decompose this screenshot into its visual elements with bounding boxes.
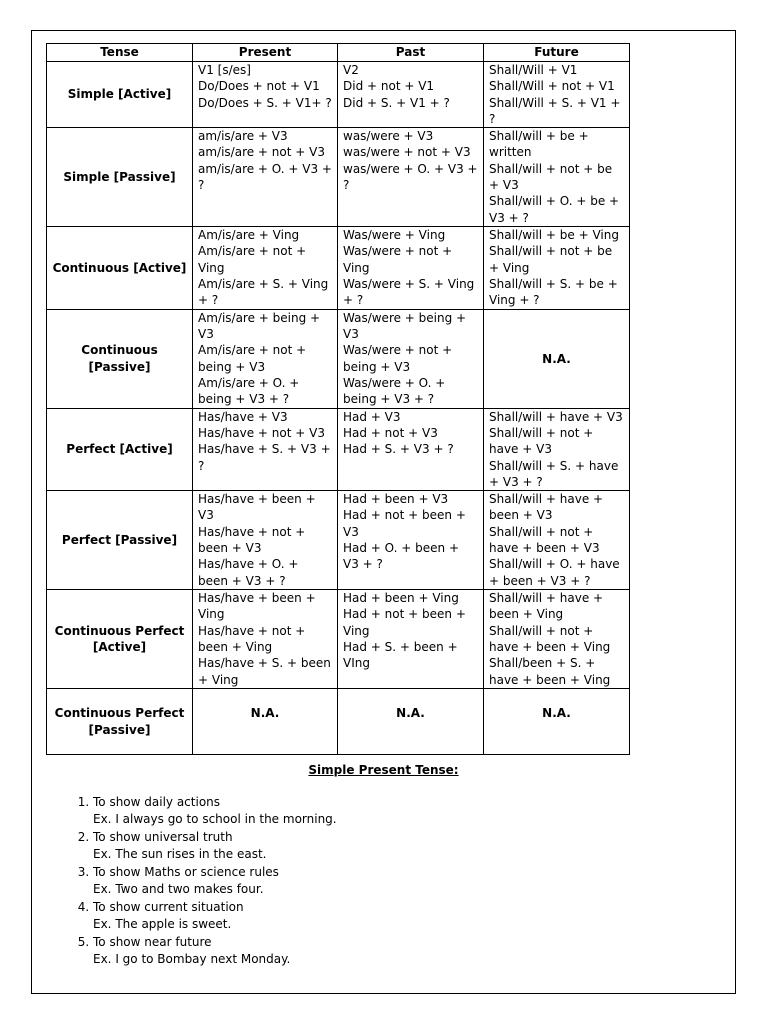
table-row xyxy=(47,689,630,755)
formula: Shall/will + have + been + V3 xyxy=(489,492,604,523)
list-item xyxy=(93,829,721,864)
tense-name: Continuous [Passive] xyxy=(47,309,193,408)
future-na-cell: N.A. xyxy=(484,309,630,408)
use-text: To show universal truth xyxy=(93,829,233,844)
formula: Has/have + not + been + V3 xyxy=(198,524,306,556)
past-cell xyxy=(338,227,484,309)
formula: Do/Does + not + V1 xyxy=(198,79,320,94)
formula: Shall/will + be + Ving xyxy=(489,228,619,243)
present-cell xyxy=(193,128,338,227)
present-cell xyxy=(193,62,338,128)
present-cell xyxy=(193,227,338,309)
formula: am/is/are + O. + V3 + ? xyxy=(198,161,332,193)
formula: Was/were + O. + being + V3 + ? xyxy=(343,375,446,407)
table-row xyxy=(47,227,630,309)
formula: Am/is/are + S. + Ving + ? xyxy=(198,277,329,308)
formula: was/were + V3 xyxy=(343,129,434,144)
future-cell xyxy=(484,128,630,227)
formula: Am/is/are + Ving xyxy=(198,228,300,243)
table-row xyxy=(47,309,630,408)
formula: Has/have + O. + been + V3 + ? xyxy=(198,557,299,588)
header-tense: Tense xyxy=(47,44,193,62)
formula: Shall/Will + not + V1 xyxy=(489,79,615,94)
formula: Shall/will + not + be + Ving xyxy=(489,244,613,275)
formula: was/were + not + V3 xyxy=(343,145,471,160)
formula: Shall/will + S. + have + V3 + ? xyxy=(489,458,619,489)
header-past: Past xyxy=(338,44,484,62)
formula: Was/were + not + being + V3 xyxy=(343,343,453,374)
formula: Had + O. + been + V3 + ? xyxy=(343,541,459,572)
formula: Had + not + V3 xyxy=(343,425,438,440)
formula: Had + V3 xyxy=(343,409,401,424)
formula: Was/were + being + V3 xyxy=(343,310,467,341)
tense-name: Continuous [Active] xyxy=(47,227,193,309)
formula: Has/have + S. + V3 + ? xyxy=(198,442,331,473)
formula: Had + been + Ving xyxy=(343,591,459,606)
example-text: Ex. I go to Bombay next Monday. xyxy=(93,952,291,966)
future-cell xyxy=(484,408,630,490)
tense-name: Perfect [Passive] xyxy=(47,491,193,590)
table-row xyxy=(47,408,630,490)
formula: Shall/will + have + V3 xyxy=(489,409,623,424)
formula: Shall/will + S. + be + Ving + ? xyxy=(489,277,618,308)
tense-table xyxy=(46,43,630,755)
formula: Had + been + V3 xyxy=(343,492,449,507)
formula: Shall/will + O. + have + been + V3 + ? xyxy=(489,557,620,588)
header-present: Present xyxy=(193,44,338,62)
table-row xyxy=(47,62,630,128)
formula: Shall/will + not + have + V3 xyxy=(489,425,594,457)
simple-present-section xyxy=(46,762,721,969)
table-row xyxy=(47,491,630,590)
formula: Shall/will + have + been + Ving xyxy=(489,591,604,622)
formula: Had + not + been + Ving xyxy=(343,607,466,638)
past-cell xyxy=(338,62,484,128)
formula: am/is/are + V3 xyxy=(198,129,288,144)
tense-name: Simple [Passive] xyxy=(47,128,193,227)
formula: Shall/Will + S. + V1 + ? xyxy=(489,95,621,126)
formula: Am/is/are + not + being + V3 xyxy=(198,343,307,374)
formula: Has/have + V3 xyxy=(198,409,288,424)
list-item xyxy=(93,864,721,899)
formula: Was/were + Ving xyxy=(343,228,446,243)
tense-name: Simple [Active] xyxy=(47,62,193,128)
formula: Do/Does + S. + V1+ ? xyxy=(198,95,332,110)
formula: Has/have + been + Ving xyxy=(198,591,316,622)
formula: Has/have + not + V3 xyxy=(198,425,325,440)
formula: Had + S. + V3 + ? xyxy=(343,442,454,457)
formula: Shall/will + not + have + been + V3 xyxy=(489,524,600,556)
tense-name: Continuous Perfect [Active] xyxy=(47,590,193,689)
use-text: To show current situation xyxy=(93,899,244,914)
header-future: Future xyxy=(484,44,630,62)
past-cell xyxy=(338,408,484,490)
formula: Shall/will + be + written xyxy=(489,129,589,160)
formula: Has/have + been + V3 xyxy=(198,492,316,523)
formula: Shall/will + not + be + V3 xyxy=(489,161,613,193)
tense-name: Perfect [Active] xyxy=(47,408,193,490)
formula: Did + S. + V1 + ? xyxy=(343,95,450,110)
formula: Has/have + not + been + Ving xyxy=(198,623,306,655)
table-row xyxy=(47,590,630,689)
future-cell xyxy=(484,227,630,309)
formula: Did + not + V1 xyxy=(343,79,435,94)
formula: V2 xyxy=(343,63,359,77)
formula: Am/is/are + not + Ving xyxy=(198,244,307,275)
past-na-cell: N.A. xyxy=(338,689,484,755)
formula: Shall/will + O. + be + V3 + ? xyxy=(489,194,620,225)
list-item xyxy=(93,934,721,969)
formula: Shall/been + S. + have + been + Ving xyxy=(489,656,611,687)
future-cell xyxy=(484,590,630,689)
formula: Am/is/are + being + V3 xyxy=(198,310,321,341)
formula: Was/were + S. + Ving + ? xyxy=(343,277,475,308)
tense-name: Continuous Perfect [Passive] xyxy=(47,689,193,755)
list-item xyxy=(93,899,721,934)
use-text: To show Maths or science rules xyxy=(93,864,279,879)
table-header-row xyxy=(47,44,630,62)
formula: Has/have + S. + been + Ving xyxy=(198,656,331,687)
future-cell xyxy=(484,62,630,128)
present-cell xyxy=(193,408,338,490)
future-na-cell: N.A. xyxy=(484,689,630,755)
present-cell xyxy=(193,309,338,408)
past-cell xyxy=(338,491,484,590)
past-cell xyxy=(338,128,484,227)
example-text: Ex. The sun rises in the east. xyxy=(93,847,267,861)
table-row xyxy=(47,128,630,227)
formula: V1 [s/es] xyxy=(198,63,251,77)
formula: Shall/will + not + have + been + Ving xyxy=(489,623,611,655)
future-cell xyxy=(484,491,630,590)
example-text: Ex. The apple is sweet. xyxy=(93,917,232,931)
example-text: Ex. Two and two makes four. xyxy=(93,882,264,896)
present-cell xyxy=(193,590,338,689)
formula: Had + not + been + V3 xyxy=(343,508,466,539)
uses-list xyxy=(46,794,721,969)
list-item xyxy=(93,794,721,829)
example-text: Ex. I always go to school in the morning. xyxy=(93,812,337,826)
formula: Had + S. + been + VIng xyxy=(343,640,458,671)
present-cell xyxy=(193,491,338,590)
formula: am/is/are + not + V3 xyxy=(198,145,325,160)
formula: Am/is/are + O. + being + V3 + ? xyxy=(198,375,300,407)
past-cell xyxy=(338,309,484,408)
formula: Was/were + not + Ving xyxy=(343,244,453,275)
section-title: Simple Present Tense: xyxy=(308,763,459,777)
use-text: To show daily actions xyxy=(93,794,221,809)
formula: Shall/Will + V1 xyxy=(489,63,578,77)
present-na-cell: N.A. xyxy=(193,689,338,755)
use-text: To show near future xyxy=(93,934,212,949)
formula: was/were + O. + V3 + ? xyxy=(343,161,478,193)
past-cell xyxy=(338,590,484,689)
